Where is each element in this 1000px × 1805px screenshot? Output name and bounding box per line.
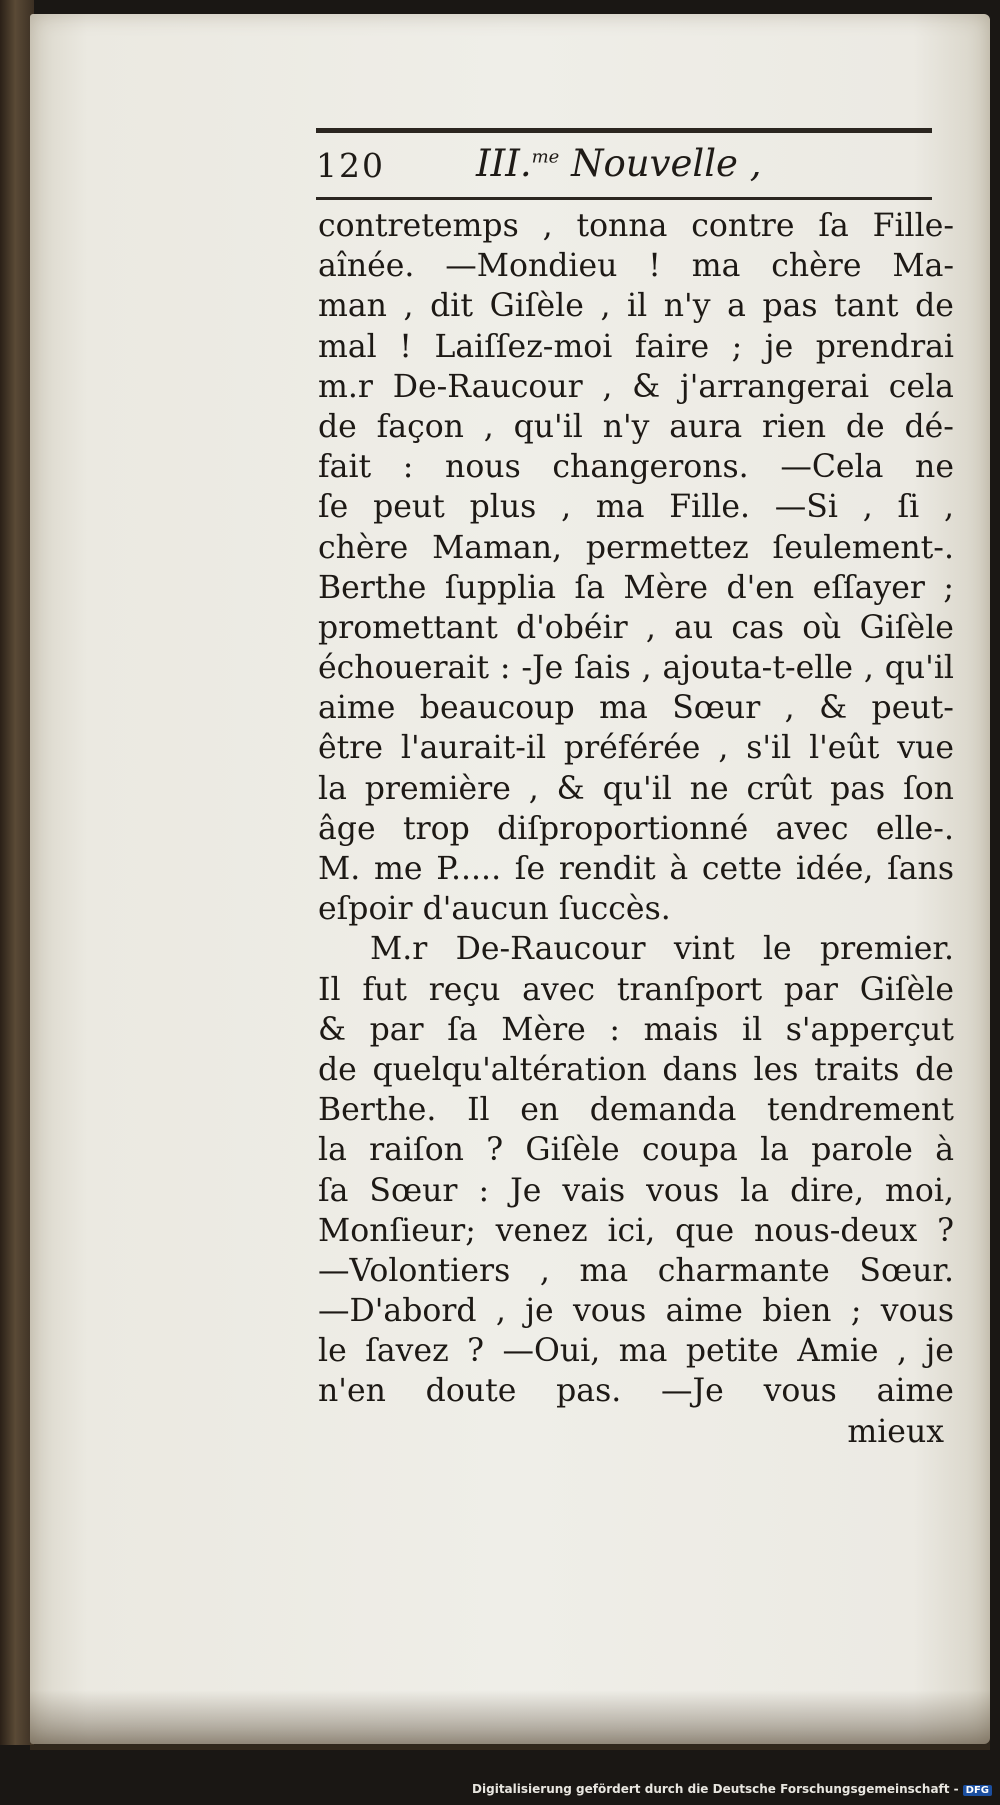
text-line: M. me P..... ſe rendit à cette idée, ſans <box>318 851 954 887</box>
running-title <box>476 142 761 185</box>
text-line: mal ! Laiſſez-moi faire ; je prendrai <box>318 328 954 365</box>
catchword: mieux <box>847 1413 944 1450</box>
text-line: la raiſon ? Giſèle coupa la parole à <box>318 1132 954 1169</box>
text-line: promettant d'obéir , au cas où Giſèle <box>318 609 954 646</box>
page-number: 120 <box>316 146 385 185</box>
text-line: & par ſa Mère : mais il s'apperçut <box>318 1011 954 1048</box>
text-line: n'en doute pas. —Je vous aime <box>318 1373 954 1410</box>
text-line: M.r De-Raucour vint le premier. <box>370 931 954 968</box>
text-line: le ſavez ? —Oui, ma petite Amie , je <box>318 1333 954 1370</box>
header-rule-top <box>316 128 932 133</box>
text-line: contretemps , tonna contre ſa Fille- <box>318 208 954 244</box>
running-header <box>316 138 932 194</box>
running-title-roman: III. <box>476 142 532 185</box>
text-line: Il fut reçu avec tranſport par Giſèle <box>318 971 954 1008</box>
text-line: Berthe ſupplia ſa Mère d'en eſſayer ; <box>318 569 954 606</box>
text-line: eſpoir d'aucun ſuccès. <box>318 891 671 928</box>
text-line: de quelqu'altération dans les traits de <box>318 1051 954 1088</box>
text-line: —D'abord , je vous aime bien ; vous <box>318 1293 954 1330</box>
text-line: de façon , qu'il n'y aura rien de dé- <box>318 408 954 445</box>
running-title-superscript: me <box>531 146 560 168</box>
body-text <box>318 206 954 1452</box>
text-line: échouerait : -Je ſais , ajouta-t-elle , qu'il <box>318 650 954 687</box>
text-line: man , dit Giſèle , il n'y a pas tant de <box>318 288 954 325</box>
header-rule-bottom <box>316 197 932 200</box>
footer-text: Digitalisierung gefördert durch die Deutsche Forschungsgemeinschaft - <box>472 1782 959 1796</box>
text-line: la première , & qu'il ne crût pas ſon <box>318 770 954 807</box>
page-bottom-shadow <box>30 1690 990 1750</box>
dfg-logo: DFG <box>963 1785 992 1796</box>
text-line: aînée. —Mondieu ! ma chère Ma- <box>318 248 954 285</box>
text-line: ſe peut plus , ma Fille. —Si , ſi , <box>318 489 954 526</box>
text-line: fait : nous changerons. —Cela ne <box>318 449 954 486</box>
text-line: —Volontiers , ma charmante Sœur. <box>318 1252 954 1289</box>
digitization-footer <box>0 1782 992 1802</box>
text-line: ſa Sœur : Je vais vous la dire, moi, <box>318 1172 954 1209</box>
text-line: chère Maman, permettez ſeulement-. <box>318 529 954 566</box>
text-line: m.r De-Raucour , & j'arrangerai cela <box>318 368 954 405</box>
book-spine <box>0 0 34 1745</box>
text-line: aime beaucoup ma Sœur , & peut- <box>318 690 954 727</box>
text-line: âge trop diſproportionné avec elle-. <box>318 810 954 847</box>
text-line: être l'aurait-il préférée , s'il l'eût vue <box>318 730 954 767</box>
running-title-word: Nouvelle , <box>571 142 762 185</box>
text-line: Monſieur; venez ici, que nous-deux ? <box>318 1212 954 1249</box>
text-line: Berthe. Il en demanda tendrement <box>318 1092 954 1129</box>
